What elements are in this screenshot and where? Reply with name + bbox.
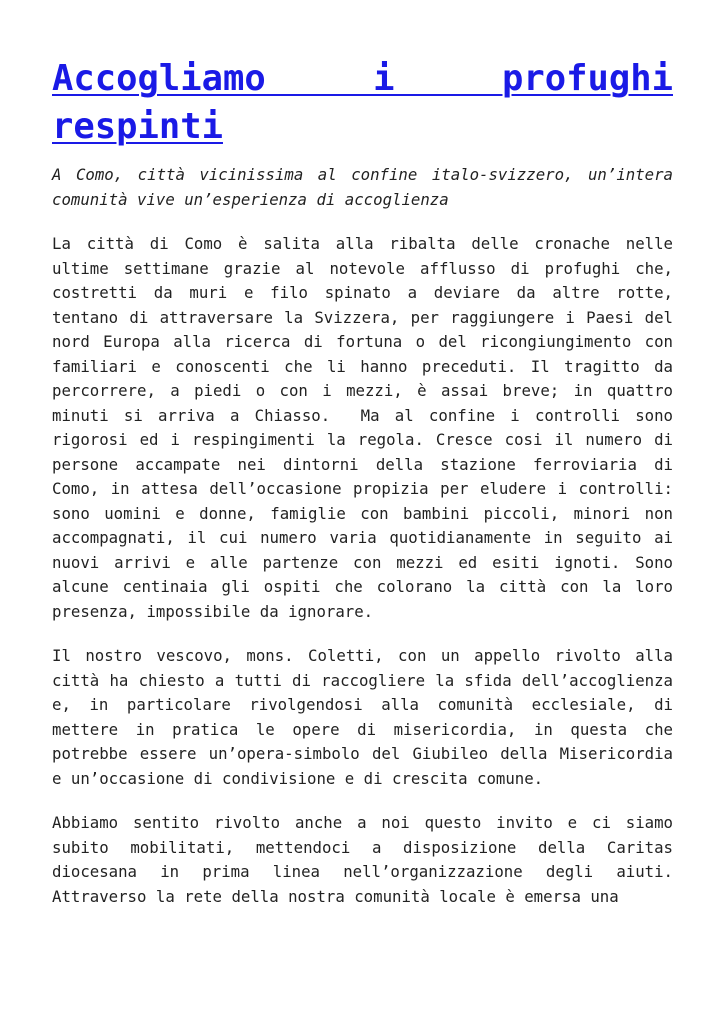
article-title-link[interactable]: Accogliamo i profughi respinti xyxy=(52,58,673,147)
article-paragraph: Il nostro vescovo, mons. Coletti, con un appello rivolto alla città ha chiesto a tutti di raccogliere la sfida dell’accoglienza e, in particolare rivolgendosi alla comunità ecclesiale, di mettere in pratica le opere di misericordia, in questa che potrebbe essere un’opera-simbolo del Giubileo della Misericordia e un’occasione di condivisione e di crescita comune. xyxy=(52,646,683,788)
article xyxy=(52,55,683,909)
article-subtitle: A Como, città vicinissima al confine italo-svizzero, un’intera comunità vive un’esperienza di accoglienza xyxy=(52,165,673,209)
article-paragraph: La città di Como è salita alla ribalta delle cronache nelle ultime settimane grazie al notevole afflusso di profughi che, costretti da muri e filo spinato a deviare da altre rotte, tentano di attraversare la Svizzera, per raggiungere i Paesi del nord Europa alla ricerca di fortuna o del ricongiungimento con familiari e conoscenti che li hanno preceduti. Il tragitto da percorrere, a piedi o con i mezzi, è assai breve; in quattro minuti si arriva a Chiasso. Ma al confine i controlli sono rigorosi ed i respingimenti la regola. Cresce cosi il numero di persone accampate nei dintorni della stazione ferroviaria di Como, in attesa dell’occasione propizia per eludere i controlli: sono uomini e donne, famiglie con bambini piccoli, minori non accompagnati, il cui numero varia quotidianamente in seguito ai nuovi arrivi e alle partenze con mezzi ed esiti ignoti. Sono alcune centinaia gli ospiti che colorano la città con la loro presenza, impossibile da ignorare. xyxy=(52,234,683,621)
article-paragraph: Abbiamo sentito rivolto anche a noi questo invito e ci siamo subito mobilitati, mettendoci a disposizione della Caritas diocesana in prima linea nell’organizzazione degli aiuti. Attraverso la rete della nostra comunità locale è emersa una xyxy=(52,813,683,906)
article-title xyxy=(52,55,673,151)
